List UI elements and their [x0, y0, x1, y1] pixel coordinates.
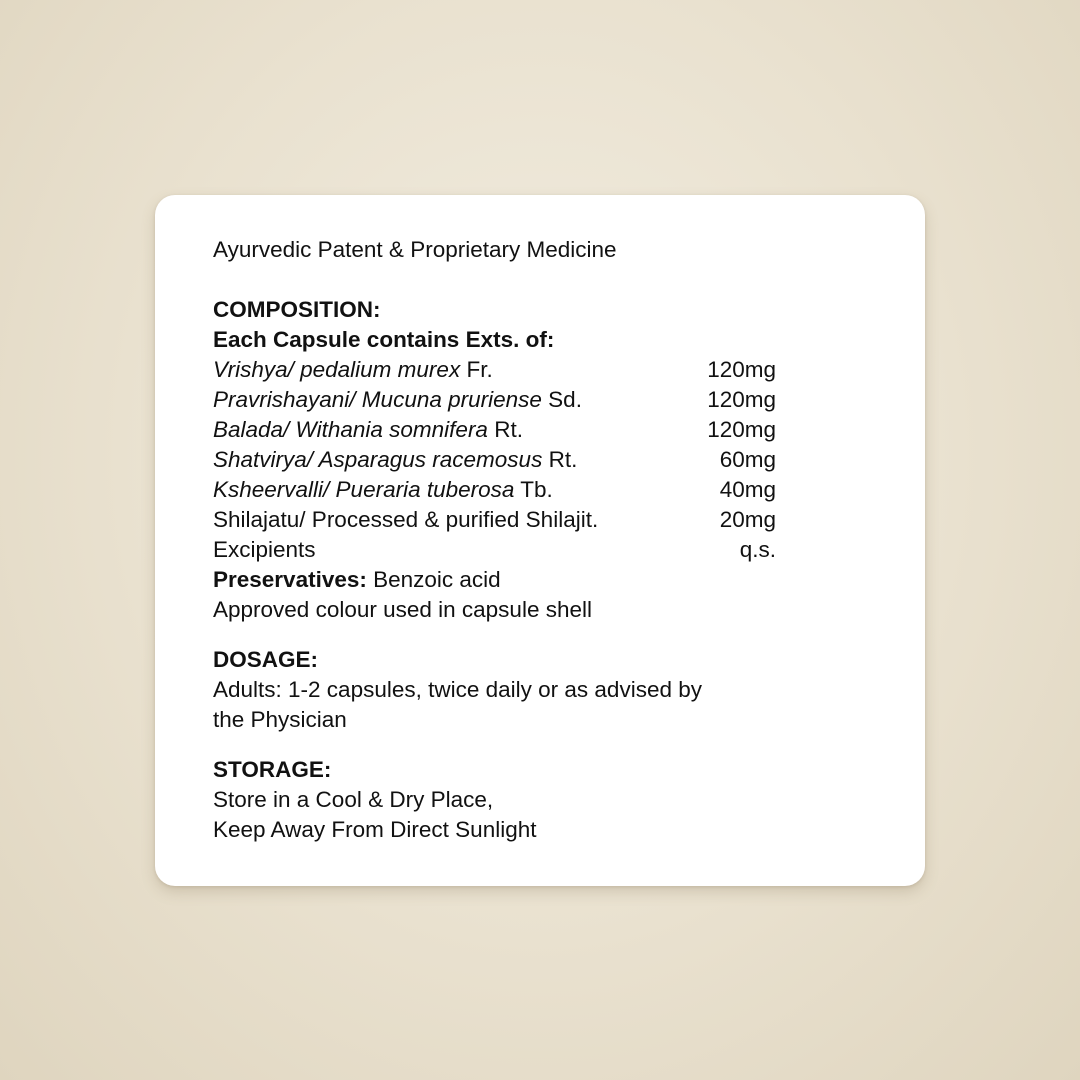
- ingredient-row: [213, 445, 776, 475]
- ingredient-row: [213, 355, 776, 385]
- ingredient-name-italic: Pravrishayani/ Mucuna pruriense: [213, 387, 542, 412]
- ingredient-part: Rt.: [542, 447, 578, 472]
- ingredient-part: Shilajatu/ Processed & purified Shilajit.: [213, 507, 599, 532]
- ingredient-amount: 40mg: [719, 477, 776, 502]
- ingredient-part: Rt.: [487, 417, 523, 442]
- dosage-heading: DOSAGE:: [213, 647, 319, 672]
- ingredient-row: [213, 475, 776, 505]
- ingredient-amount: 120mg: [707, 357, 776, 382]
- ingredient-name-italic: Balada/ Withania somnifera: [213, 417, 488, 442]
- composition-subheading: Each Capsule contains Exts. of:: [213, 327, 555, 352]
- ingredient-row: [213, 415, 776, 445]
- preservatives-line: [213, 565, 925, 595]
- storage-text-line: Keep Away From Direct Sunlight: [213, 817, 537, 842]
- ingredient-row: [213, 535, 776, 565]
- storage-text-line: Store in a Cool & Dry Place,: [213, 787, 494, 812]
- ingredient-row: [213, 385, 776, 415]
- preservatives-label: Preservatives:: [213, 567, 367, 592]
- ingredient-name-italic: Ksheervalli/ Pueraria tuberosa: [213, 477, 515, 502]
- ingredient-part: Sd.: [541, 387, 582, 412]
- medicine-category: Ayurvedic Patent & Proprietary Medicine: [213, 237, 617, 262]
- storage-heading: STORAGE:: [213, 757, 332, 782]
- ingredient-name-italic: Vrishya/ pedalium murex: [213, 357, 461, 382]
- ingredient-amount: q.s.: [739, 537, 776, 562]
- ingredient-amount: 120mg: [707, 417, 776, 442]
- ingredient-row: [213, 505, 776, 535]
- colour-note: Approved colour used in capsule shell: [213, 597, 592, 622]
- ingredient-name-italic: Shatvirya/ Asparagus racemosus: [213, 447, 543, 472]
- ingredient-amount: 20mg: [719, 507, 776, 532]
- ingredient-part: Fr.: [460, 357, 493, 382]
- composition-heading: COMPOSITION:: [213, 297, 381, 322]
- preservatives-value: Benzoic acid: [366, 567, 501, 592]
- ingredient-part: Tb.: [514, 477, 553, 502]
- ingredient-part: Excipients: [213, 537, 316, 562]
- ingredient-amount: 60mg: [719, 447, 776, 472]
- ingredient-amount: 120mg: [707, 387, 776, 412]
- dosage-text-line: the Physician: [213, 707, 347, 732]
- dosage-text-line: Adults: 1-2 capsules, twice daily or as advised by: [213, 677, 702, 702]
- label-card: [155, 195, 925, 886]
